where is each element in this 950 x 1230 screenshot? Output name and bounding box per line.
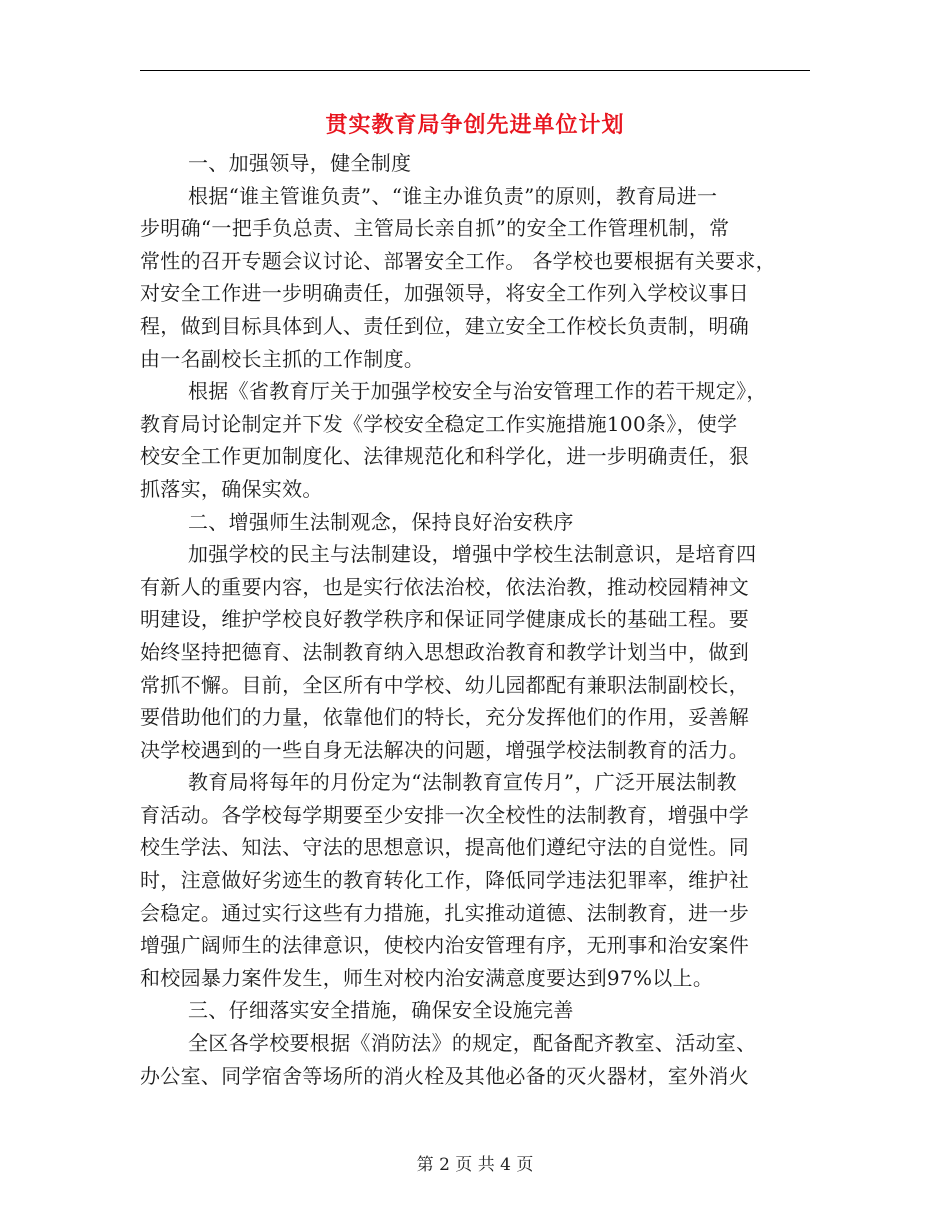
text-line: 决学校遇到的一些自身无法解决的问题，增强学校法制教育的活力。 (140, 737, 749, 762)
text-line: 根据《省教育厅关于加强学校安全与治安管理工作的若干规定》， (188, 379, 767, 404)
text-line: 时，注意做好劣迹生的教育转化工作，降低同学违法犯罪率，维护社 (140, 868, 749, 893)
text-line: 三、仔细落实安全措施，确保安全设施完善 (188, 998, 574, 1023)
text-line: 根据“谁主管谁负责”、“谁主办谁负责”的原则，教育局进一 (188, 183, 718, 208)
text-line: 教育局将每年的月份定为“法制教育宣传月”，广泛开展法制教 (188, 770, 737, 795)
text-line: 有新人的重要内容，也是实行依法治校，依法治教，推动校园精神文 (140, 574, 749, 599)
header-rule (140, 70, 810, 71)
text-line: 程，做到目标具体到人、责任到位，建立安全工作校长负责制，明确 (140, 313, 749, 338)
text-line: 育活动。各学校每学期要至少安排一次全校性的法制教育，增强中学 (140, 802, 749, 827)
text-line: 明建设，维护学校良好教学秩序和保证同学健康成长的基础工程。要 (140, 607, 749, 632)
text-line: 校生学法、知法、守法的思想意识，提高他们遵纪守法的自觉性。同 (140, 835, 749, 860)
document-body (140, 147, 810, 1092)
text-line: 教育局讨论制定并下发《学校安全稳定工作实施措施100条》，使学 (140, 411, 738, 436)
text-line: 对安全工作进一步明确责任，加强领导，将安全工作列入学校议事日 (140, 281, 749, 306)
text-line: 和校园暴力案件发生，师生对校内治安满意度要达到97%以上。 (140, 965, 714, 990)
text-line: 全区各学校要根据《消防法》的规定，配备配齐教室、活动室、 (188, 1031, 757, 1056)
text-line: 加强学校的民主与法制建设，增强中学校生法制意识，是培育四 (188, 542, 757, 567)
text-line: 常性的召开专题会议讨论、部署安全工作。 各学校也要根据有关要求， (140, 248, 776, 273)
text-line: 始终坚持把德育、法制教育纳入思想政治教育和教学计划当中，做到 (140, 639, 749, 664)
text-line: 步明确“一把手负总责、主管局长亲自抓”的安全工作管理机制，常 (140, 216, 730, 241)
text-line: 一、加强领导，健全制度 (188, 151, 412, 175)
document-title: 贯实教育局争创先进单位计划 (325, 112, 625, 138)
text-line: 办公室、同学宿舍等场所的消火栓及其他必备的灭火器材，室外消火 (140, 1063, 749, 1088)
page-number-footer: 第 2 页 共 4 页 (416, 1155, 534, 1175)
text-line: 由一名副校长主抓的工作制度。 (140, 346, 425, 371)
text-line: 要借助他们的力量，依靠他们的特长，充分发挥他们的作用，妥善解 (140, 705, 749, 730)
text-line: 抓落实，确保实效。 (140, 476, 323, 501)
text-line: 会稳定。通过实行这些有力措施，扎实推动道德、法制教育，进一步 (140, 900, 749, 925)
text-line: 二、增强师生法制观念，保持良好治安秩序 (188, 509, 574, 534)
text-line: 校安全工作更加制度化、法律规范化和科学化，进一步明确责任，狠 (140, 444, 749, 469)
text-line: 增强广阔师生的法律意识，使校内治安管理有序，无刑事和治安案件 (140, 933, 749, 958)
text-line: 常抓不懈。目前，全区所有中学校、幼儿园都配有兼职法制副校长， (140, 672, 749, 697)
